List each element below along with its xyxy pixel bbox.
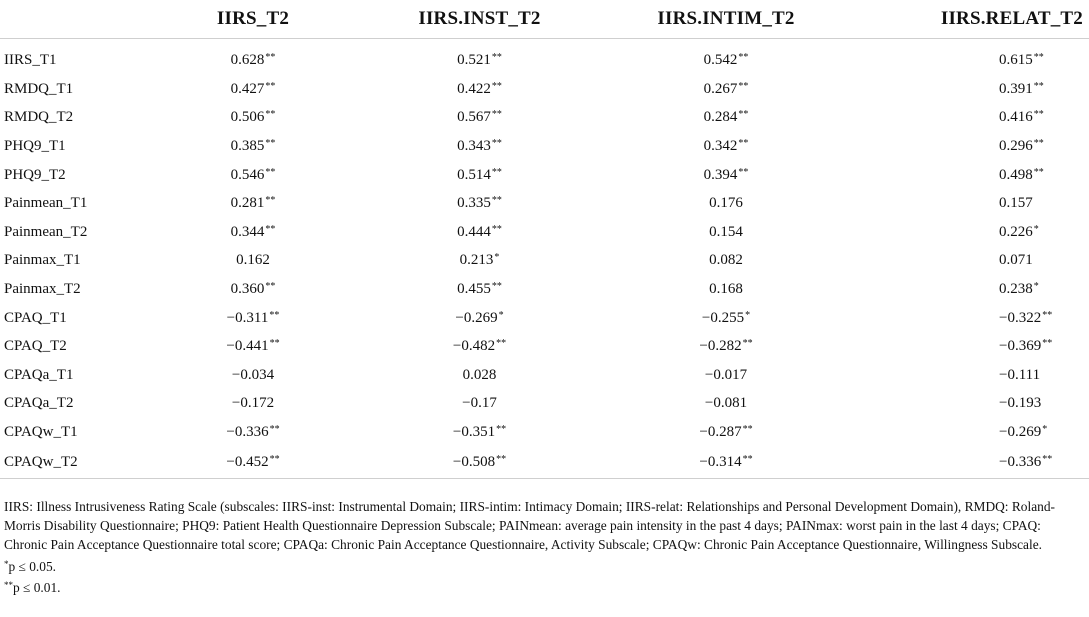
correlation-value: 0.542 (703, 51, 738, 68)
correlation-cell (849, 361, 1089, 390)
correlation-value: 0.176 (709, 195, 743, 212)
significance-marker: ** (1042, 453, 1053, 465)
correlation-cell (150, 275, 356, 304)
correlation-value: 0.498 (999, 166, 1033, 183)
correlation-value: −0.441 (226, 338, 269, 355)
significance-note-01 (4, 576, 1086, 597)
correlation-cell (356, 218, 603, 247)
significance-marker: ** (491, 166, 502, 178)
correlation-cell (150, 332, 356, 361)
correlation-cell (849, 275, 1089, 304)
row-label: Painmax_T1 (4, 252, 81, 269)
correlation-value: −0.482 (452, 338, 496, 355)
table-row (0, 275, 1089, 304)
correlation-value: −0.314 (699, 453, 742, 470)
abbreviations-note: IIRS: Illness Intrusiveness Rating Scale (subscales: IIRS-inst: Instrumental Domain; IIRS-intim: Intimacy Domain; IIRS-relat: Relationships and Personal Development Domain), RMDQ: Roland-Morris Disability Questionnaire; PHQ9: Patient Health Questionnaire Depression Subscale; PAINmean: average pain intensity in the past 4 days; PAINmax: worst pain in the last 4 days; CPAQ: Chronic Pain Acceptance Questionnaire total score; CPAQa: Chronic Pain Acceptance Questionnaire, Activity Subscale; CPAQw: Chronic Pain Acceptance Questionnaire, Willingness Subscale. (4, 499, 1056, 552)
significance-marker: ** (265, 80, 276, 92)
correlation-cell (150, 218, 356, 247)
correlation-cell (603, 104, 849, 133)
correlation-cell (150, 447, 356, 479)
row-label: RMDQ_T2 (4, 109, 74, 126)
correlation-value: 0.394 (703, 166, 738, 183)
correlation-value: 0.546 (230, 166, 265, 183)
correlation-cell (150, 161, 356, 190)
correlation-value: −0.351 (452, 423, 496, 440)
correlation-value: −0.081 (704, 395, 748, 412)
table-row (0, 75, 1089, 104)
correlation-value: −0.193 (999, 395, 1042, 412)
correlation-value: 0.335 (457, 195, 491, 212)
correlation-cell (356, 132, 603, 161)
correlation-value: 0.521 (457, 51, 491, 68)
row-label: IIRS_T1 (4, 51, 57, 68)
correlation-value: −0.172 (231, 395, 275, 412)
correlation-value: −0.017 (704, 366, 748, 383)
correlation-value: 0.284 (703, 109, 738, 126)
header-cell-row-labels (0, 0, 150, 39)
significance-marker: ** (265, 223, 276, 235)
table-row (0, 39, 1089, 76)
correlation-cell (356, 390, 603, 419)
correlation-value: 0.416 (999, 109, 1033, 126)
significance-marker: ** (265, 109, 276, 121)
significance-marker: ** (1033, 166, 1044, 178)
correlation-cell (849, 247, 1089, 276)
correlation-value: 0.213 (459, 252, 494, 269)
correlation-cell (356, 39, 603, 76)
correlation-cell (849, 332, 1089, 361)
correlation-value: 0.343 (457, 137, 491, 154)
correlation-value: −0.336 (999, 453, 1042, 470)
significance-symbol: * (4, 559, 9, 569)
significance-marker: ** (269, 309, 280, 321)
table-row (0, 332, 1089, 361)
significance-marker: * (498, 309, 504, 321)
table-row (0, 361, 1089, 390)
significance-marker: * (494, 252, 500, 264)
row-label: CPAQw_T1 (4, 423, 78, 440)
significance-marker: ** (491, 51, 502, 63)
table-row (0, 218, 1089, 247)
correlation-cell (603, 275, 849, 304)
significance-marker: ** (269, 423, 280, 435)
table-row (0, 161, 1089, 190)
correlation-cell (603, 247, 849, 276)
correlation-value: 0.615 (999, 51, 1033, 68)
row-label: Painmax_T2 (4, 280, 81, 297)
significance-marker: ** (1042, 309, 1053, 321)
row-label: Painmean_T2 (4, 223, 88, 240)
significance-marker: ** (742, 338, 753, 350)
correlation-cell (356, 247, 603, 276)
correlation-value: −0.282 (699, 338, 742, 355)
significance-marker: ** (738, 80, 749, 92)
correlation-value: 0.427 (230, 80, 265, 97)
significance-marker: ** (491, 223, 502, 235)
correlation-cell (356, 304, 603, 333)
row-label: Painmean_T1 (4, 195, 88, 212)
correlation-cell (150, 189, 356, 218)
row-label: CPAQa_T2 (4, 395, 74, 412)
significance-marker: ** (491, 195, 502, 207)
correlation-cell (603, 218, 849, 247)
row-label: CPAQw_T2 (0, 447, 150, 479)
correlation-value: 0.281 (230, 195, 265, 212)
significance-marker: ** (491, 80, 502, 92)
correlation-cell (603, 39, 849, 76)
significance-marker: ** (265, 195, 276, 207)
table-row (0, 132, 1089, 161)
correlation-cell (603, 75, 849, 104)
significance-text: p ≤ 0.01. (13, 580, 61, 595)
significance-marker: * (1033, 280, 1039, 292)
correlation-value: 0.444 (457, 223, 491, 240)
correlation-value: 0.162 (236, 252, 270, 269)
correlation-value: −0.17 (462, 395, 497, 412)
correlation-value: −0.269 (999, 423, 1042, 440)
significance-marker: ** (269, 338, 280, 350)
table-row (0, 189, 1089, 218)
significance-note-05 (4, 555, 1086, 576)
significance-marker: ** (742, 453, 753, 465)
correlation-cell (356, 104, 603, 133)
significance-marker: ** (738, 109, 749, 121)
significance-marker: ** (738, 137, 749, 149)
correlation-value: 0.385 (230, 137, 265, 154)
correlation-cell (150, 247, 356, 276)
significance-marker: ** (265, 137, 276, 149)
significance-marker: ** (742, 423, 753, 435)
correlation-cell (603, 161, 849, 190)
correlation-cell (849, 161, 1089, 190)
correlation-cell (849, 104, 1089, 133)
correlation-cell (603, 447, 849, 479)
correlation-cell (603, 332, 849, 361)
correlation-value: 0.267 (703, 80, 738, 97)
correlation-value: −0.034 (231, 366, 275, 383)
significance-marker: ** (738, 166, 749, 178)
row-label: CPAQa_T1 (4, 366, 74, 383)
significance-marker: * (1042, 423, 1048, 435)
correlation-cell (849, 132, 1089, 161)
significance-marker: ** (269, 453, 280, 465)
correlation-cell (849, 39, 1089, 76)
significance-marker: ** (1033, 137, 1044, 149)
significance-marker: * (745, 309, 751, 321)
table-footnotes (4, 497, 1086, 597)
significance-marker: ** (491, 280, 502, 292)
correlation-cell (603, 132, 849, 161)
correlation-cell (356, 189, 603, 218)
correlation-value: 0.455 (457, 280, 491, 297)
table-row (0, 418, 1089, 447)
table-row (0, 304, 1089, 333)
correlation-cell (849, 304, 1089, 333)
significance-marker: ** (496, 423, 507, 435)
correlation-value: 0.342 (703, 137, 738, 154)
correlation-value: −0.255 (701, 309, 745, 326)
correlation-cell (849, 189, 1089, 218)
correlation-value: 0.514 (457, 166, 491, 183)
significance-marker: * (1033, 223, 1039, 235)
correlation-cell (150, 304, 356, 333)
correlation-value: 0.157 (999, 195, 1033, 212)
correlation-value: 0.168 (709, 280, 743, 297)
significance-marker: ** (265, 166, 276, 178)
table-row (0, 447, 1089, 479)
correlation-cell (603, 304, 849, 333)
significance-marker: ** (496, 338, 507, 350)
correlation-cell (356, 275, 603, 304)
significance-marker: ** (265, 51, 276, 63)
correlation-value: 0.071 (999, 252, 1033, 269)
correlation-value: 0.296 (999, 137, 1033, 154)
correlation-cell (849, 447, 1089, 479)
correlation-cell (150, 104, 356, 133)
correlation-cell (150, 361, 356, 390)
correlation-value: 0.360 (230, 280, 265, 297)
correlation-value: −0.336 (226, 423, 269, 440)
significance-marker: ** (1033, 51, 1044, 63)
correlation-cell (603, 390, 849, 419)
correlation-value: −0.322 (999, 309, 1042, 326)
correlation-cell (150, 39, 356, 76)
correlation-cell (849, 390, 1089, 419)
table-row (0, 104, 1089, 133)
header-cell-iirs-inst-t2: IIRS.INST_T2 (356, 0, 603, 39)
correlation-cell (356, 447, 603, 479)
correlation-value: −0.287 (699, 423, 742, 440)
table-header (0, 0, 1089, 39)
correlation-value: 0.082 (709, 252, 743, 269)
correlation-cell (849, 418, 1089, 447)
correlation-cell (356, 361, 603, 390)
correlation-value: 0.506 (230, 109, 265, 126)
correlation-cell (356, 75, 603, 104)
correlation-value: −0.369 (999, 338, 1042, 355)
correlation-cell (356, 161, 603, 190)
significance-symbol: ** (4, 580, 13, 590)
correlation-cell (150, 390, 356, 419)
correlation-cell (849, 75, 1089, 104)
significance-marker: ** (496, 453, 507, 465)
table-body (0, 39, 1089, 479)
correlation-value: 0.422 (457, 80, 491, 97)
header-row (0, 0, 1089, 39)
significance-marker: ** (1033, 109, 1044, 121)
correlation-value: −0.269 (455, 309, 498, 326)
row-label: RMDQ_T1 (4, 80, 74, 97)
correlation-value: 0.154 (709, 223, 743, 240)
correlation-cell (150, 418, 356, 447)
correlation-value: 0.391 (999, 80, 1033, 97)
significance-marker: ** (1033, 80, 1044, 92)
header-cell-iirs-relat-t2: IIRS.RELAT_T2 (849, 0, 1089, 39)
correlation-cell (849, 218, 1089, 247)
row-label: PHQ9_T1 (4, 137, 66, 154)
significance-marker: ** (1042, 338, 1053, 350)
correlation-value: −0.311 (226, 309, 269, 326)
correlation-cell (356, 332, 603, 361)
significance-marker: ** (265, 280, 276, 292)
correlation-cell (603, 189, 849, 218)
significance-marker: ** (491, 109, 502, 121)
significance-text: p ≤ 0.05. (8, 559, 57, 574)
row-label: CPAQ_T1 (4, 309, 67, 326)
significance-marker: ** (738, 51, 749, 63)
header-cell-iirs-intim-t2: IIRS.INTIM_T2 (603, 0, 849, 39)
significance-marker: ** (491, 137, 502, 149)
correlation-cell (356, 418, 603, 447)
table-row (0, 247, 1089, 276)
row-label: CPAQ_T2 (4, 338, 67, 355)
correlation-value: 0.028 (462, 366, 497, 383)
header-cell-iirs-t2: IIRS_T2 (150, 0, 356, 39)
correlation-value: 0.344 (230, 223, 265, 240)
correlation-value: −0.111 (999, 366, 1041, 383)
correlation-cell (150, 75, 356, 104)
correlation-cell (603, 361, 849, 390)
row-label: PHQ9_T2 (4, 166, 66, 183)
correlation-cell (150, 132, 356, 161)
correlation-value: 0.226 (999, 223, 1033, 240)
correlation-value: −0.508 (452, 453, 496, 470)
correlation-value: 0.567 (457, 109, 491, 126)
correlation-cell (603, 418, 849, 447)
correlation-value: −0.452 (226, 453, 269, 470)
correlation-value: 0.238 (999, 280, 1033, 297)
table-row (0, 390, 1089, 419)
correlation-value: 0.628 (230, 51, 265, 68)
